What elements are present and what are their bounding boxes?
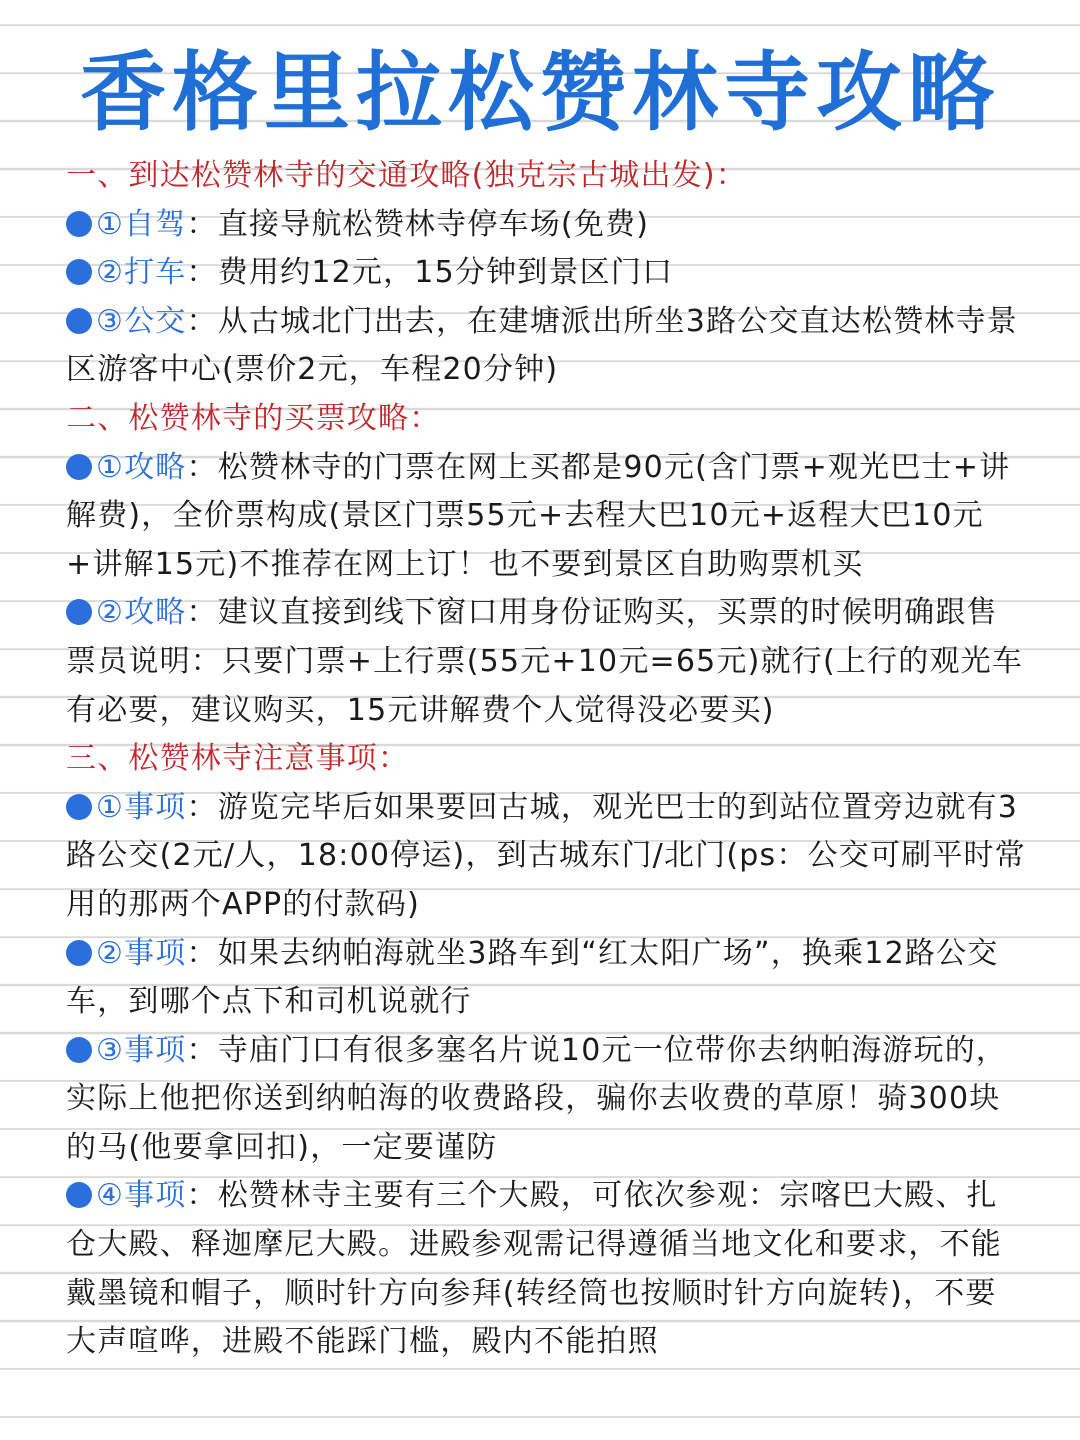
item-number: ② bbox=[96, 935, 125, 971]
item-separator: ： bbox=[186, 303, 218, 339]
item-separator: ： bbox=[186, 206, 218, 242]
section-heading-transport: 一、到达松赞林寺的交通攻略(独克宗古城出发)： bbox=[66, 158, 748, 193]
bullet-dot-icon bbox=[66, 794, 92, 820]
item-label: 攻略 bbox=[124, 449, 187, 485]
bullet-dot-icon bbox=[66, 259, 92, 285]
item-number: ② bbox=[96, 595, 125, 631]
list-item bbox=[66, 1027, 1026, 1173]
section-heading-tickets: 二、松赞林寺的买票攻略： bbox=[66, 400, 441, 436]
item-separator: ： bbox=[186, 595, 218, 631]
item-number: ④ bbox=[96, 1178, 125, 1214]
page-title: 香格里拉松赞林寺攻略 bbox=[80, 43, 1000, 143]
item-text: 费用约12元，15分钟到景区门口 bbox=[217, 255, 674, 291]
item-label: 事项 bbox=[124, 789, 187, 825]
item-label: 攻略 bbox=[124, 595, 187, 631]
item-number: ① bbox=[96, 449, 125, 485]
item-number: ② bbox=[96, 255, 125, 291]
bullet-dot-icon bbox=[66, 599, 92, 625]
bullet-dot-icon bbox=[66, 454, 92, 480]
guide-content bbox=[66, 152, 1026, 1367]
bullet-dot-icon bbox=[66, 1182, 92, 1208]
item-label: 打车 bbox=[124, 255, 187, 291]
list-item bbox=[66, 298, 1026, 395]
item-text: 建议直接到线下窗口用身份证购买，买票的时候明确跟售票员说明：只要门票+上行票(55元+10元=65元)就行(上行的观光车有必要，建议购买，15元讲解费个人觉得没必要买) bbox=[66, 595, 1024, 728]
item-text: 如果去纳帕海就坐3路车到“红太阳广场”，换乘12路公交车，到哪个点下和司机说就行 bbox=[66, 935, 999, 1020]
item-separator: ： bbox=[186, 935, 218, 971]
item-separator: ： bbox=[186, 1178, 218, 1214]
item-label: 事项 bbox=[124, 1032, 187, 1068]
item-label: 自驾 bbox=[124, 206, 187, 242]
item-label: 事项 bbox=[124, 935, 187, 971]
item-separator: ： bbox=[186, 1032, 218, 1068]
item-text: 松赞林寺的门票在网上买都是90元(含门票+观光巴士+讲解费)，全价票构成(景区门票55元+去程大巴10元+返程大巴10元+讲解15元)不推荐在网上订！也不要到景区自助购票机买 bbox=[66, 449, 1011, 582]
item-separator: ： bbox=[186, 255, 218, 291]
bullet-dot-icon bbox=[66, 211, 92, 237]
item-text: 寺庙门口有很多塞名片说10元一位带你去纳帕海游玩的，实际上他把你送到纳帕海的收费路段，骗你去收费的草原！骑300块的马(他要拿回扣)，一定要谨防 bbox=[66, 1032, 1008, 1165]
item-number: ① bbox=[96, 206, 125, 242]
item-label: 事项 bbox=[124, 1178, 187, 1214]
item-text: 从古城北门出去，在建塘派出所坐3路公交直达松赞林寺景区游客中心(票价2元，车程20分钟) bbox=[66, 303, 1019, 388]
item-number: ③ bbox=[96, 1032, 125, 1068]
item-separator: ： bbox=[186, 789, 218, 825]
item-text: 游览完毕后如果要回古城，观光巴士的到站位置旁边就有3路公交(2元/人，18:00停运)，到古城东门/北门(ps：公交可刷平时常用的那两个APP的付款码) bbox=[66, 789, 1026, 922]
list-item bbox=[66, 249, 1026, 298]
item-text: 松赞林寺主要有三个大殿，可依次参观：宗喀巴大殿、扎仓大殿、释迦摩尼大殿。进殿参观需记得遵循当地文化和要求，不能戴墨镜和帽子，顺时针方向参拜(转经筒也按顺时针方向旋转)，不要大声喧哗，进殿不能踩门槛，殿内不能拍照 bbox=[66, 1178, 1002, 1360]
section-heading-notes: 三、松赞林寺注意事项： bbox=[66, 741, 410, 777]
list-item bbox=[66, 444, 1026, 590]
list-item bbox=[66, 589, 1026, 735]
list-item bbox=[66, 1172, 1026, 1366]
item-number: ③ bbox=[96, 303, 125, 339]
bullet-dot-icon bbox=[66, 940, 92, 966]
bullet-dot-icon bbox=[66, 1037, 92, 1063]
item-text: 直接导航松赞林寺停车场(免费) bbox=[217, 206, 650, 242]
item-number: ① bbox=[96, 789, 125, 825]
bullet-dot-icon bbox=[66, 308, 92, 334]
list-item bbox=[66, 784, 1026, 930]
list-item bbox=[66, 201, 1026, 250]
item-separator: ： bbox=[186, 449, 218, 485]
list-item bbox=[66, 930, 1026, 1027]
item-label: 公交 bbox=[124, 303, 187, 339]
